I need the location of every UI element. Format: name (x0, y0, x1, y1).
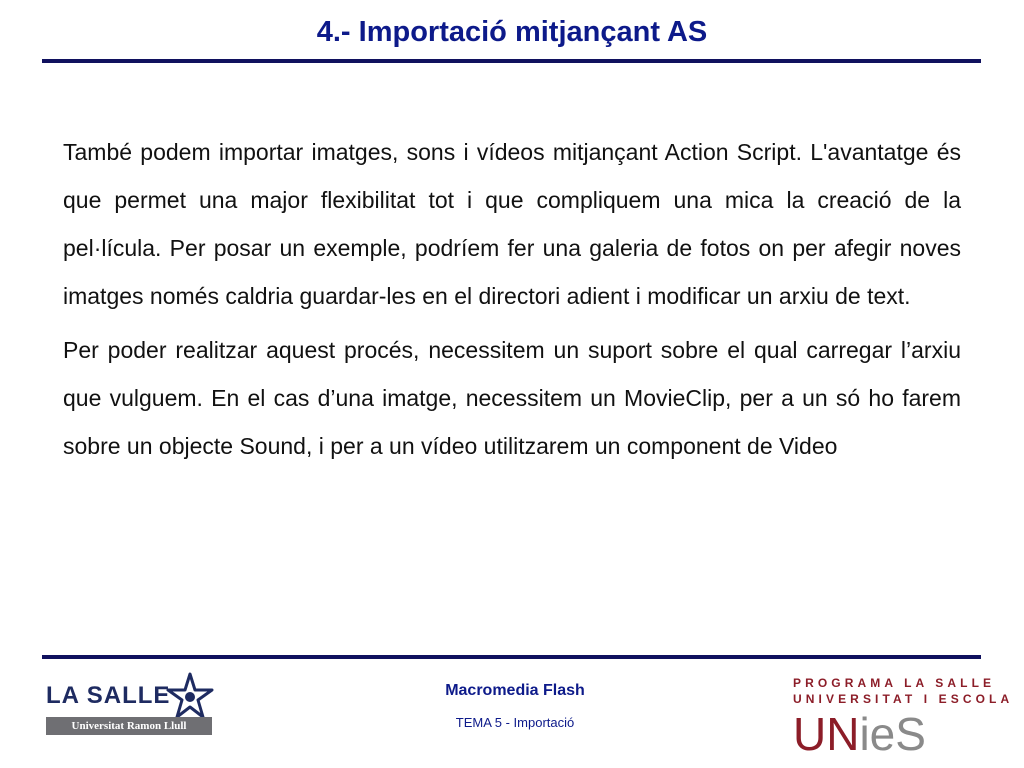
footer-divider (42, 655, 981, 659)
slide-body (63, 128, 961, 476)
unies-line-1: PROGRAMA LA SALLE (793, 676, 996, 690)
la-salle-name: LA SALLE (46, 682, 171, 709)
unies-logo (793, 675, 1014, 760)
unies-mark-a: UN (793, 708, 860, 760)
title-divider (42, 59, 981, 63)
unies-wordmark (793, 708, 926, 760)
footer-topic: TEMA 5 - Importació (455, 715, 575, 730)
la-salle-subtitle: Universitat Ramon Llull (46, 717, 212, 735)
body-paragraph-1: També podem importar imatges, sons i vídeos mitjançant Action Script. L'avantatge és que permet una major flexibilitat tot i que compliquem una mica la creació de la pel·lícula. Per posar un exemple, podríem fer una galeria de fotos on per afegir noves imatges només caldria guardar-les en el directori adient i modificar un arxiu de text. (63, 139, 961, 309)
body-paragraph-2: Per poder realitzar aquest procés, necessitem un suport sobre el qual carregar l’arxiu que vulguem. En el cas d’una imatge, necessitem un MovieClip, per a un só ho farem sobre un objecte Sound, i per a un vídeo utilitzarem un component de Video (63, 337, 961, 459)
la-salle-logo (46, 672, 216, 736)
unies-mark-b: ieS (859, 708, 926, 760)
slide-title: 4.- Importació mitjançant AS (316, 16, 708, 48)
footer-info (380, 682, 650, 730)
star-icon (166, 672, 214, 720)
unies-line-2: UNIVERSITAT I ESCOLA (793, 692, 1014, 706)
footer-course: Macromedia Flash (445, 682, 585, 699)
